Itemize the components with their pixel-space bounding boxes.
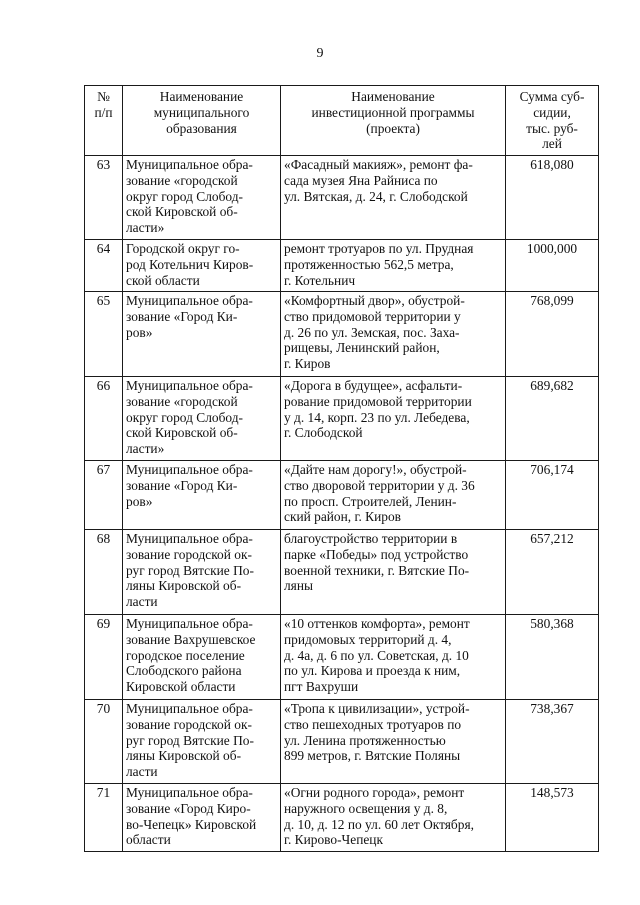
row-program: «Дорога в будущее», асфальти- рование придомовой территории у д. 14, корп. 23 по ул. Лебедева, г. Слободской (281, 377, 506, 461)
table-row (85, 156, 599, 240)
row-program: ремонт тротуаров по ул. Прудная протяженностью 562,5 метра, г. Котельнич (281, 240, 506, 292)
row-number: 63 (85, 156, 123, 240)
row-municipality: Муниципальное обра- зование Вахрушевское городское поселение Слободского района Кировской области (123, 615, 281, 700)
table-header-row (85, 86, 599, 156)
row-number: 64 (85, 240, 123, 292)
row-subsidy-sum: 689,682 (506, 377, 599, 461)
row-municipality: Муниципальное обра- зование городской ок- руг город Вятские По- ляны Кировской об- ласти (123, 700, 281, 784)
row-municipality: Муниципальное обра- зование «городской округ город Слобод- ской Кировской об- ласти» (123, 156, 281, 240)
row-municipality: Городской округ го- род Котельнич Киров- ской области (123, 240, 281, 292)
header-subsidy-sum: Сумма суб- сидии, тыс. руб- лей (506, 86, 599, 156)
table-row (85, 240, 599, 292)
row-subsidy-sum: 618,080 (506, 156, 599, 240)
row-program: «Огни родного города», ремонт наружного освещения у д. 8, д. 10, д. 12 по ул. 60 лет Октября, г. Кирово-Чепецк (281, 784, 506, 852)
row-number: 68 (85, 530, 123, 615)
table-row (85, 784, 599, 852)
page-number: 9 (316, 46, 324, 61)
row-subsidy-sum: 657,212 (506, 530, 599, 615)
row-municipality: Муниципальное обра- зование «городской округ город Слобод- ской Кировской об- ласти» (123, 377, 281, 461)
row-number: 71 (85, 784, 123, 852)
row-subsidy-sum: 148,573 (506, 784, 599, 852)
table-row (85, 461, 599, 530)
row-subsidy-sum: 768,099 (506, 292, 599, 377)
row-municipality: Муниципальное обра- зование «Город Ки- ров» (123, 461, 281, 530)
row-number: 67 (85, 461, 123, 530)
row-number: 65 (85, 292, 123, 377)
table-row (85, 615, 599, 700)
header-number: № п/п (85, 86, 123, 156)
table-row (85, 377, 599, 461)
row-number: 70 (85, 700, 123, 784)
row-municipality: Муниципальное обра- зование «Город Ки- ров» (123, 292, 281, 377)
table-row (85, 530, 599, 615)
table-row (85, 292, 599, 377)
row-municipality: Муниципальное обра- зование городской ок- руг город Вятские По- ляны Кировской об- ласти (123, 530, 281, 615)
row-program: «10 оттенков комфорта», ремонт придомовых территорий д. 4, д. 4а, д. 6 по ул. Советская, д. 10 по ул. Кирова и проезда к ним, пгт Вахруши (281, 615, 506, 700)
row-subsidy-sum: 1000,000 (506, 240, 599, 292)
subsidy-table (84, 85, 599, 852)
row-program: «Комфортный двор», обустрой- ство придомовой территории у д. 26 по ул. Земская, пос. Заха- рищевы, Ленинский район, г. Киров (281, 292, 506, 377)
header-municipality: Наименование муниципального образования (123, 86, 281, 156)
row-program: «Тропа к цивилизации», устрой- ство пешеходных тротуаров по ул. Ленина протяженностью 899 метров, г. Вятские Поляны (281, 700, 506, 784)
table-row (85, 700, 599, 784)
row-number: 66 (85, 377, 123, 461)
row-subsidy-sum: 580,368 (506, 615, 599, 700)
header-program: Наименование инвестиционной программы (проекта) (281, 86, 506, 156)
row-number: 69 (85, 615, 123, 700)
row-program: «Фасадный макияж», ремонт фа- сада музея Яна Райниса по ул. Вятская, д. 24, г. Слободской (281, 156, 506, 240)
row-program: благоустройство территории в парке «Победы» под устройство военной техники, г. Вятские По- ляны (281, 530, 506, 615)
row-program: «Дайте нам дорогу!», обустрой- ство дворовой территории у д. 36 по просп. Строителей, Ленин- ский район, г. Киров (281, 461, 506, 530)
row-subsidy-sum: 738,367 (506, 700, 599, 784)
row-municipality: Муниципальное обра- зование «Город Киро- во-Чепецк» Кировской области (123, 784, 281, 852)
row-subsidy-sum: 706,174 (506, 461, 599, 530)
